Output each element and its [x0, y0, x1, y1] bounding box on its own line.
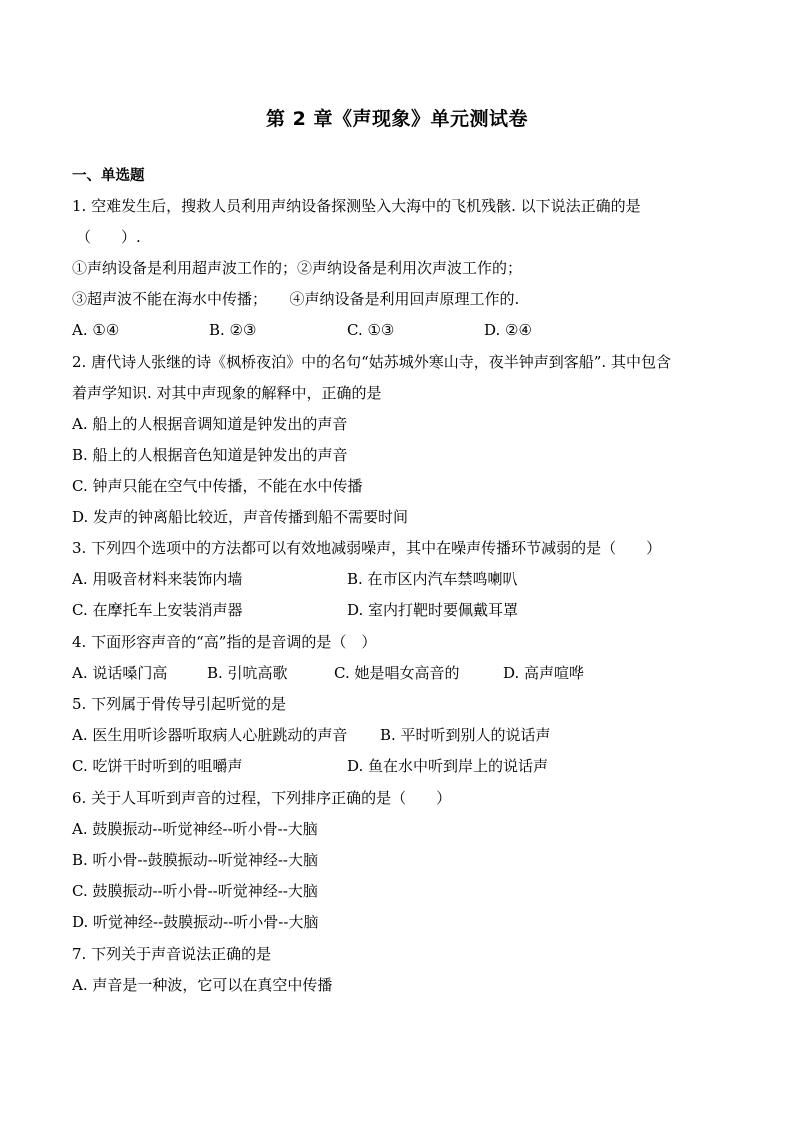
q1-stem-line1: 1. 空难发生后，搜救人员利用声纳设备探测坠入大海中的飞机残骸. 以下说法正确的是 [72, 197, 641, 215]
document-title: 第 2 章《声现象》单元测试卷 [266, 108, 528, 130]
q6-option-c: C. 鼓膜振动--听小骨--听觉神经--大脑 [72, 882, 318, 900]
q1-stem-line2: （ ）. [76, 228, 141, 246]
q3-option-a: A. 用吸音材料来装饰内墙 [72, 570, 243, 588]
q2-stem-line2: 着声学知识. 对其中声现象的解释中，正确的是 [72, 384, 382, 402]
q1-option-c: C. ①③ [347, 321, 395, 339]
q4-option-a: A. 说话嗓门高 [72, 664, 168, 682]
q6-option-d: D. 听觉神经--鼓膜振动--听小骨--大脑 [72, 913, 319, 931]
q2-option-d: D. 发声的钟离船比较近，声音传播到船不需要时间 [72, 508, 409, 526]
q7-option-a: A. 声音是一种波，它可以在真空中传播 [72, 976, 333, 994]
q6-stem: 6. 关于人耳听到声音的过程，下列排序正确的是（ ） [72, 789, 452, 807]
q6-option-b: B. 听小骨--鼓膜振动--听觉神经--大脑 [72, 851, 318, 869]
q5-option-b: B. 平时听到别人的说话声 [380, 726, 551, 744]
q2-stem-line1: 2. 唐代诗人张继的诗《枫桥夜泊》中的名句“姑苏城外寒山寺，夜半钟声到客船”. 其中包含 [72, 353, 671, 371]
q2-option-c: C. 钟声只能在空气中传播，不能在水中传播 [72, 477, 363, 495]
q1-option-b: B. ②③ [209, 321, 257, 339]
q3-option-b: B. 在市区内汽车禁鸣喇叭 [347, 570, 518, 588]
q5-option-a: A. 医生用听诊器听取病人心脏跳动的声音 [72, 726, 348, 744]
q6-option-a: A. 鼓膜振动--听觉神经--听小骨--大脑 [72, 820, 318, 838]
q1-option-d: D. ②④ [484, 321, 532, 339]
q1-statement-2: ③超声波不能在海水中传播； ④声纳设备是利用回声原理工作的. [72, 290, 520, 308]
q5-option-c: C. 吃饼干时听到的咀嚼声 [72, 757, 243, 775]
q2-option-a: A. 船上的人根据音调知道是钟发出的声音 [72, 415, 348, 433]
q4-option-b: B. 引吭高歌 [207, 664, 288, 682]
q5-option-d: D. 鱼在水中听到岸上的说话声 [347, 757, 549, 775]
q1-option-a: A. ①④ [72, 321, 120, 339]
q3-option-d: D. 室内打靶时要佩戴耳罩 [347, 601, 519, 619]
q1-statement-1: ①声纳设备是利用超声波工作的；②声纳设备是利用次声波工作的； [72, 259, 523, 277]
q4-option-c: C. 她是唱女高音的 [334, 664, 460, 682]
q4-stem: 4. 下面形容声音的“高”指的是音调的是（ ） [72, 633, 377, 651]
q5-stem: 5. 下列属于骨传导引起听觉的是 [72, 695, 287, 713]
section-heading: 一、单选题 [72, 168, 145, 184]
q3-stem: 3. 下列四个选项中的方法都可以有效地减弱噪声，其中在噪声传播环节减弱的是（ ） [72, 539, 662, 557]
q7-stem: 7. 下列关于声音说法正确的是 [72, 945, 272, 963]
q4-option-d: D. 高声喧哗 [503, 664, 585, 682]
q2-option-b: B. 船上的人根据音色知道是钟发出的声音 [72, 446, 348, 464]
q3-option-c: C. 在摩托车上安装消声器 [72, 601, 243, 619]
